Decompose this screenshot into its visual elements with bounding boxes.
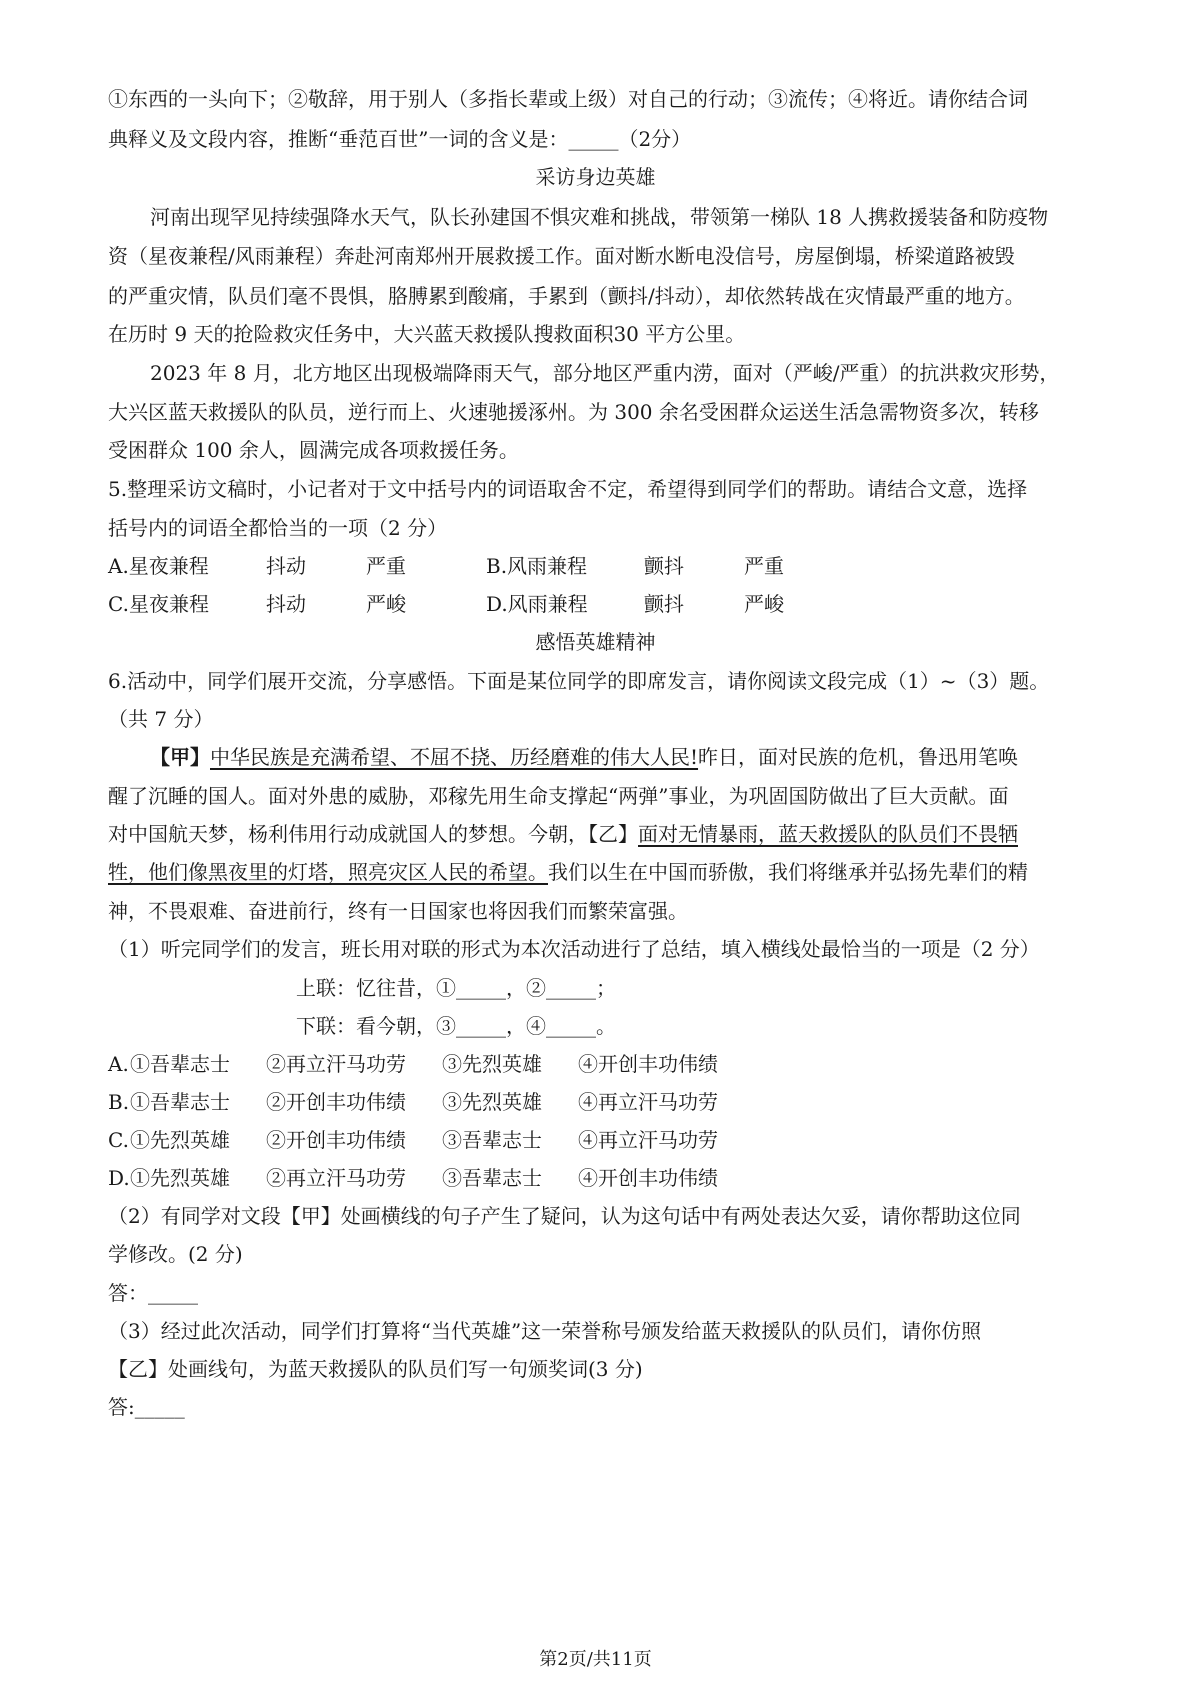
section-title-spirit: 感悟英雄精神 <box>535 630 656 654</box>
sub3-answer-blank[interactable]: 答:_____ <box>108 1395 185 1419</box>
sub1-option-d-c2: ②再立汗马功劳 <box>266 1166 406 1190</box>
sub1-option-c-c2: ②开创丰功伟绩 <box>266 1128 406 1152</box>
interview-para1-line2: 资（星夜兼程/风雨兼程）奔赴河南郑州开展救援工作。面对断水断电没信号，房屋倒塌，桥梁道路被毁 <box>108 244 1015 268</box>
sub1-option-a-c1: ①吾辈志士 <box>130 1052 230 1076</box>
q5-option-c-word3: 严峻 <box>366 592 406 616</box>
interview-para2-line1: 2023 年 8 月，北方地区出现极端降雨天气，部分地区严重内涝，面对（严峻/严重）的抗洪救灾形势， <box>150 361 1060 385</box>
speech-line3-pre: 对中国航天梦，杨利伟用行动成就国人的梦想。今朝，【乙】 <box>108 822 638 846</box>
sub2-answer-blank[interactable]: 答：_____ <box>108 1281 198 1305</box>
sub1-option-b-c1: ①吾辈志士 <box>130 1090 230 1114</box>
yi-underlined-part2: 牲，他们像黑夜里的灯塔，照亮灾区人民的希望。 <box>108 860 548 884</box>
sub2-stem-line1: （2）有同学对文段【甲】处画横线的句子产生了疑问，认为这句话中有两处表达欠妥，请你帮助这位同 <box>108 1204 1021 1228</box>
sub2-stem-line2: 学修改。(2 分) <box>108 1242 243 1266</box>
jia-underlined-sentence: 中华民族是充满希望、不屈不挠、历经磨难的伟大人民! <box>210 745 699 769</box>
sub1-option-c-letter: C. <box>108 1128 129 1152</box>
q5-option-b-word3: 严重 <box>744 554 784 578</box>
sub1-option-c-c1: ①先烈英雄 <box>130 1128 230 1152</box>
q5-option-d-word1: D.风雨兼程 <box>486 592 588 616</box>
speech-line3 <box>108 821 1093 847</box>
q5-option-a-word3: 严重 <box>366 554 406 578</box>
interview-para1-line4: 在历时 9 天的抢险救灾任务中，大兴蓝天救援队搜救面积30 平方公里。 <box>108 322 746 346</box>
sub3-stem-line2: 【乙】处画线句，为蓝天救援队的队员们写一句颁奖词(3 分) <box>108 1357 643 1381</box>
interview-para1-line1: 河南出现罕见持续强降水天气，队长孙建国不惧灾难和挑战，带领第一梯队 18 人携救援装备和防疫物 <box>150 205 1049 229</box>
couplet-lower: 下联：看今朝，③_____，④_____。 <box>296 1014 616 1038</box>
interview-para2-line3: 受困群众 100 余人，圆满完成各项救援任务。 <box>108 438 519 462</box>
sub1-stem: （1）听完同学们的发言，班长用对联的形式为本次活动进行了总结，填入横线处最恰当的一项是（2 分） <box>108 937 1040 961</box>
sub1-option-c-c4: ④再立汗马功劳 <box>578 1128 718 1152</box>
sub1-option-d-c3: ③吾辈志士 <box>442 1166 542 1190</box>
sub1-option-b-c2: ②开创丰功伟绩 <box>266 1090 406 1114</box>
sub1-option-b-c4: ④再立汗马功劳 <box>578 1090 718 1114</box>
yi-underlined-part1: 面对无情暴雨，蓝天救援队的队员们不畏牺 <box>638 822 1018 846</box>
speech-line1-rest: 昨日，面对民族的危机，鲁迅用笔唤 <box>698 745 1019 769</box>
q5-option-c-word1: C.星夜兼程 <box>108 592 209 616</box>
speech-line4 <box>108 859 1093 885</box>
q5-stem-line2: 括号内的词语全都恰当的一项（2 分） <box>108 516 448 540</box>
q5-option-a-word1: A.星夜兼程 <box>108 554 209 578</box>
page-number: 第2页/共11页 <box>539 1649 652 1670</box>
q5-stem-line1: 5.整理采访文稿时，小记者对于文中括号内的词语取舍不定，希望得到同学们的帮助。请结合文意，选择 <box>108 477 1028 501</box>
definition-line-1: ①东西的一头向下；②敬辞，用于别人（多指长辈或上级）对自己的行动；③流传；④将近。请你结合词 <box>108 87 1028 111</box>
sub1-option-b-c3: ③先烈英雄 <box>442 1090 542 1114</box>
speech-line4-rest: 我们以生在中国而骄傲，我们将继承并弘扬先辈们的精 <box>548 860 1028 884</box>
q5-option-d-word2: 颤抖 <box>644 592 684 616</box>
sub1-option-a-c3: ③先烈英雄 <box>442 1052 542 1076</box>
q5-option-d-word3: 严峻 <box>744 592 784 616</box>
q5-option-b-word1: B.风雨兼程 <box>486 554 588 578</box>
speech-line1 <box>150 744 1093 770</box>
speech-line5: 神，不畏艰难、奋进前行，终有一日国家也将因我们而繁荣富强。 <box>108 899 688 923</box>
sub1-option-d-c1: ①先烈英雄 <box>130 1166 230 1190</box>
couplet-upper: 上联：忆往昔，①_____，②_____； <box>296 976 616 1000</box>
sub1-option-d-c4: ④开创丰功伟绩 <box>578 1166 718 1190</box>
section-title-interview: 采访身边英雄 <box>535 165 656 189</box>
sub1-option-a-c2: ②再立汗马功劳 <box>266 1052 406 1076</box>
sub1-option-d-letter: D. <box>108 1166 130 1190</box>
interview-para1-line3: 的严重灾情，队员们毫不畏惧，胳膊累到酸痛，手累到（颤抖/抖动），却依然转战在灾情最严重的地方。 <box>108 284 1025 308</box>
q5-option-c-word2: 抖动 <box>266 592 306 616</box>
sub1-option-a-c4: ④开创丰功伟绩 <box>578 1052 718 1076</box>
definition-line-2: 典释义及文段内容，推断“垂范百世”一词的含义是：_____（2分） <box>108 127 692 151</box>
q5-option-b-word2: 颤抖 <box>644 554 684 578</box>
q6-stem-line1: 6.活动中，同学们展开交流，分享感悟。下面是某位同学的即席发言，请你阅读文段完成（1）~（3）题。 <box>108 669 1050 693</box>
speech-line2: 醒了沉睡的国人。面对外患的威胁，邓稼先用生命支撑起“两弹”事业，为巩固国防做出了巨大贡献。面 <box>108 784 1009 808</box>
sub1-option-a-letter: A. <box>108 1052 129 1076</box>
interview-para2-line2: 大兴区蓝天救援队的队员，逆行而上、火速驰援涿州。为 300 余名受困群众运送生活急需物资多次，转移 <box>108 400 1039 424</box>
tag-jia: 【甲】 <box>150 745 210 769</box>
q6-stem-line2: （共 7 分） <box>108 707 214 731</box>
q5-option-a-word2: 抖动 <box>266 554 306 578</box>
sub1-option-c-c3: ③吾辈志士 <box>442 1128 542 1152</box>
sub1-option-b-letter: B. <box>108 1090 130 1114</box>
sub3-stem-line1: （3）经过此次活动，同学们打算将“当代英雄”这一荣誉称号颁发给蓝天救援队的队员们，请你仿照 <box>108 1319 982 1343</box>
